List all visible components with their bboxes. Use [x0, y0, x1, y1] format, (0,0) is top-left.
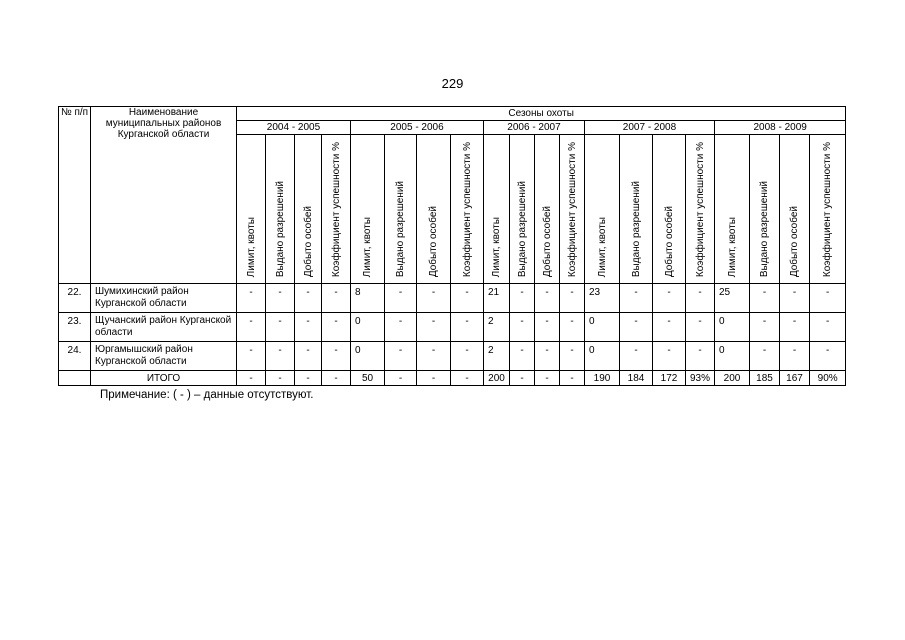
- column-header: [266, 135, 295, 284]
- row-value: -: [653, 342, 686, 371]
- row-value: 0: [585, 342, 620, 371]
- row-value: -: [653, 284, 686, 313]
- row-value: -: [535, 284, 560, 313]
- column-header: [715, 135, 750, 284]
- column-header: [322, 135, 351, 284]
- row-value: 25: [715, 284, 750, 313]
- row-value: -: [620, 284, 653, 313]
- row-value: -: [295, 313, 322, 342]
- row-value: -: [510, 342, 535, 371]
- column-header-label: Добыто особей: [302, 205, 314, 277]
- column-header-label: Коэффициент успешности %: [461, 141, 473, 277]
- column-header-label: Лимит, квоты: [362, 216, 373, 277]
- column-header-label: Добыто особей: [663, 205, 675, 277]
- column-header: [560, 135, 585, 284]
- header-seasons: Сезоны охоты: [237, 107, 846, 121]
- column-header-label: Коэффициент успешности %: [694, 141, 706, 277]
- header-district-name: Наименование муниципальных районов Курганской области: [91, 107, 237, 284]
- row-value: -: [560, 313, 585, 342]
- row-value: 2: [484, 342, 510, 371]
- row-value: -: [810, 284, 846, 313]
- row-value: -: [780, 284, 810, 313]
- column-header: [295, 135, 322, 284]
- column-header: [237, 135, 266, 284]
- column-header: [780, 135, 810, 284]
- row-value: -: [237, 313, 266, 342]
- row-number: 23.: [59, 313, 91, 342]
- column-header: [351, 135, 385, 284]
- row-value: -: [780, 342, 810, 371]
- row-value: -: [451, 313, 484, 342]
- season-header: 2004 - 2005: [237, 121, 351, 135]
- row-value: -: [560, 342, 585, 371]
- total-value: -: [451, 371, 484, 386]
- row-value: -: [266, 342, 295, 371]
- row-value: -: [417, 342, 451, 371]
- row-value: -: [417, 284, 451, 313]
- season-header: 2006 - 2007: [484, 121, 585, 135]
- row-value: 21: [484, 284, 510, 313]
- column-header: [620, 135, 653, 284]
- row-value: -: [535, 342, 560, 371]
- total-value: -: [417, 371, 451, 386]
- column-header: [385, 135, 417, 284]
- total-value: 190: [585, 371, 620, 386]
- row-value: -: [266, 284, 295, 313]
- total-value: -: [237, 371, 266, 386]
- total-value: -: [322, 371, 351, 386]
- total-value: 90%: [810, 371, 846, 386]
- row-value: -: [451, 342, 484, 371]
- row-value: -: [750, 313, 780, 342]
- row-value: -: [750, 342, 780, 371]
- row-value: -: [237, 284, 266, 313]
- row-value: 0: [715, 313, 750, 342]
- table-row: [59, 313, 846, 342]
- total-row: [59, 371, 846, 386]
- hunting-seasons-table: [58, 106, 846, 386]
- row-value: -: [810, 342, 846, 371]
- column-header-label: Коэффициент успешности %: [330, 141, 342, 277]
- row-value: -: [810, 313, 846, 342]
- row-value: -: [237, 342, 266, 371]
- column-header-label: Коэффициент успешности %: [566, 141, 578, 277]
- total-value: -: [266, 371, 295, 386]
- total-row-num: [59, 371, 91, 386]
- row-value: -: [620, 313, 653, 342]
- column-header: [653, 135, 686, 284]
- total-value: -: [560, 371, 585, 386]
- row-value: -: [322, 284, 351, 313]
- row-value: -: [535, 313, 560, 342]
- total-value: 200: [715, 371, 750, 386]
- season-header: 2005 - 2006: [351, 121, 484, 135]
- column-header-label: Добыто особей: [541, 205, 553, 277]
- row-value: 23: [585, 284, 620, 313]
- row-value: -: [750, 284, 780, 313]
- row-number: 22.: [59, 284, 91, 313]
- row-value: -: [385, 313, 417, 342]
- row-value: -: [620, 342, 653, 371]
- column-header-label: Добыто особей: [428, 205, 439, 277]
- column-header-label: Лимит, квоты: [596, 216, 608, 277]
- total-value: 93%: [686, 371, 715, 386]
- row-value: -: [686, 313, 715, 342]
- row-value: 0: [351, 342, 385, 371]
- column-header: [535, 135, 560, 284]
- row-value: -: [295, 284, 322, 313]
- total-label: ИТОГО: [91, 371, 237, 386]
- row-value: -: [417, 313, 451, 342]
- total-value: 185: [750, 371, 780, 386]
- row-value: -: [560, 284, 585, 313]
- row-value: -: [322, 342, 351, 371]
- column-header-label: Выдано разрешений: [395, 180, 406, 277]
- total-value: -: [385, 371, 417, 386]
- total-value: 184: [620, 371, 653, 386]
- column-header: [750, 135, 780, 284]
- page-number: 229: [441, 76, 464, 91]
- row-district-name: Щучанский район Курганской области: [91, 313, 237, 342]
- header-num: № п/п: [59, 107, 91, 284]
- column-header: [484, 135, 510, 284]
- table-row: [59, 342, 846, 371]
- row-value: -: [510, 284, 535, 313]
- row-district-name: Юргамышский район Курганской области: [91, 342, 237, 371]
- season-header: 2007 - 2008: [585, 121, 715, 135]
- row-value: -: [385, 342, 417, 371]
- column-header-label: Лимит, квоты: [245, 216, 257, 277]
- total-value: -: [535, 371, 560, 386]
- column-header: [585, 135, 620, 284]
- column-header: [417, 135, 451, 284]
- table-row: [59, 284, 846, 313]
- row-value: -: [686, 284, 715, 313]
- row-number: 24.: [59, 342, 91, 371]
- column-header-label: Выдано разрешений: [759, 180, 770, 277]
- total-value: -: [510, 371, 535, 386]
- column-header-label: Лимит, квоты: [726, 216, 738, 277]
- table-note: Примечание: ( - ) – данные отсутствуют.: [100, 389, 314, 401]
- total-value: 200: [484, 371, 510, 386]
- column-header: [451, 135, 484, 284]
- total-value: 167: [780, 371, 810, 386]
- row-value: -: [295, 342, 322, 371]
- row-value: 0: [351, 313, 385, 342]
- total-value: 50: [351, 371, 385, 386]
- column-header-label: Коэффициент успешности %: [822, 141, 834, 277]
- row-value: -: [686, 342, 715, 371]
- column-header: [810, 135, 846, 284]
- total-value: 172: [653, 371, 686, 386]
- row-value: -: [266, 313, 295, 342]
- column-header-label: Лимит, квоты: [491, 216, 502, 277]
- row-value: -: [451, 284, 484, 313]
- column-header: [686, 135, 715, 284]
- total-value: -: [295, 371, 322, 386]
- column-header-label: Выдано разрешений: [630, 180, 642, 277]
- row-value: -: [385, 284, 417, 313]
- row-value: 0: [715, 342, 750, 371]
- row-value: 0: [585, 313, 620, 342]
- column-header-label: Добыто особей: [789, 205, 800, 277]
- row-value: -: [780, 313, 810, 342]
- column-header-label: Выдано разрешений: [516, 180, 528, 277]
- row-value: 2: [484, 313, 510, 342]
- row-value: 8: [351, 284, 385, 313]
- row-district-name: Шумихинский район Курганской области: [91, 284, 237, 313]
- row-value: -: [510, 313, 535, 342]
- column-header: [510, 135, 535, 284]
- row-value: -: [322, 313, 351, 342]
- column-header-label: Выдано разрешений: [274, 180, 286, 277]
- row-value: -: [653, 313, 686, 342]
- season-header: 2008 - 2009: [715, 121, 846, 135]
